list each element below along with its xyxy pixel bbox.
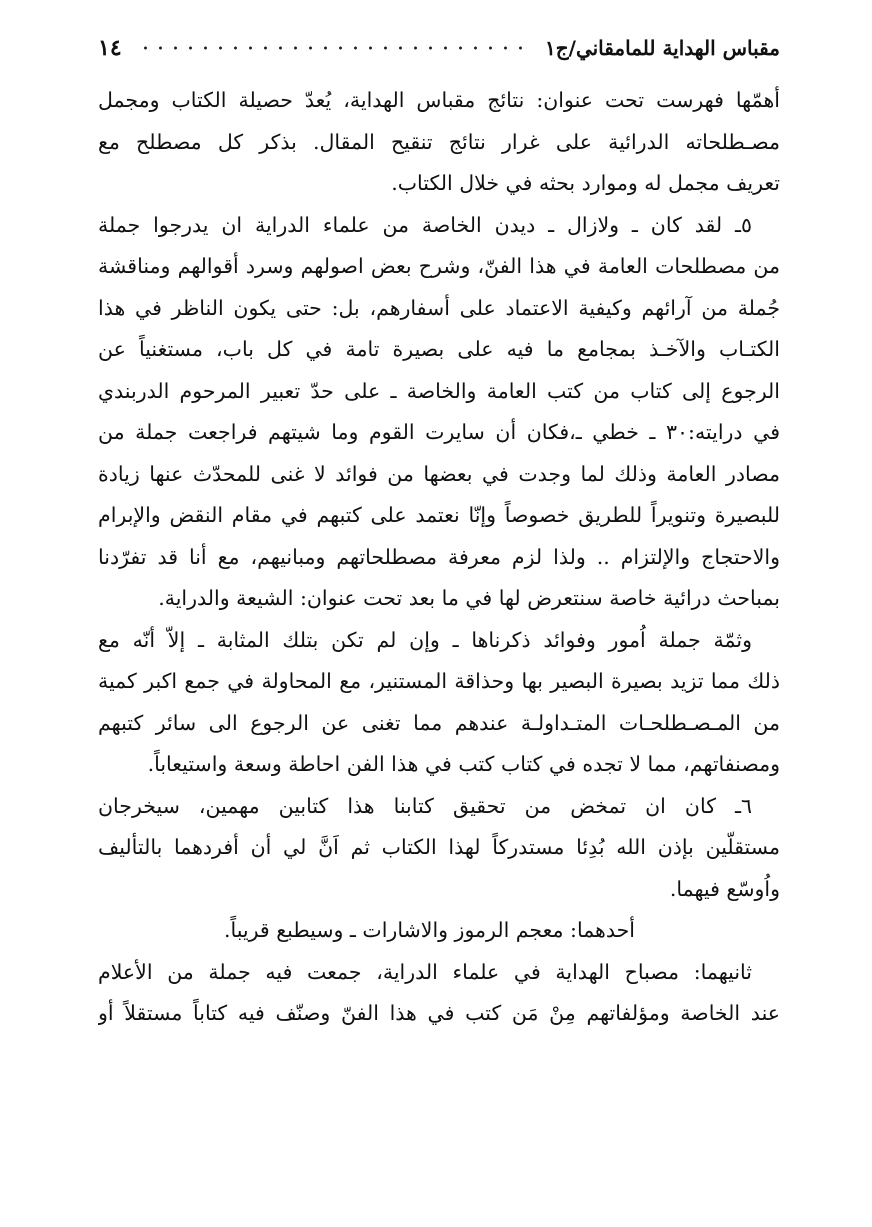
- text-line: وثمّة جملة اُمور وفوائد ذكرناها ـ وإن لم تكن بتلك المثابة ـ إلاّ أنّه مع: [98, 627, 752, 652]
- text-line: في درايته:٣٠ ـ خطي ـ،فكان أن سايرت القوم وما شيتهم فراجعت جملة من: [98, 420, 780, 444]
- text-line: مصـطلحاته الدرائية على غرار نتائج تنقيح المقال. بذكر كل مصطلح مع: [98, 129, 780, 154]
- text-line: للبصيرة وتنويراً للطريق خصوصاً وإنّا نعتمد على كتبهم في مقام النقض والإبرام: [98, 503, 780, 527]
- text-line: الكتـاب والآخـذ بمجامع ما فيه على بصيرة تامة في كل باب، مستغنياً عن: [98, 337, 780, 361]
- text-line: من مصطلحات العامة في هذا الفنّ، وشرح بعض اصولهم وسرد أقوالهم ومناقشة: [98, 254, 780, 278]
- text-line: أحدهما: معجم الرموز والاشارات ـ وسيطبع قريباً.: [223, 918, 635, 942]
- header-dot-leader: [138, 46, 531, 50]
- text-line: جُملة من آرائهم وكيفية الاعتماد على أسفارهم، بل: حتى يكون الناظر في هذا: [98, 295, 780, 320]
- body-text: [98, 80, 780, 1035]
- page-number: ١٤: [98, 35, 122, 61]
- text-line: من المـصـطلحـات المتـداولـة عندهم مما تغنى عن الرجوع الى سائر كتبهم: [98, 710, 780, 735]
- text-line: تعريف مجمل له وموارد بحثه في خلال الكتاب.: [391, 171, 780, 195]
- text-line: عند الخاصة ومؤلفاتهم مِنْ مَن كتب في هذا الفنّ وصنّف فيه كتاباً مستقلاً أو: [98, 1001, 780, 1025]
- text-line: ٦ـ كان ان تمخض من تحقيق كتابنا هذا كتابين مهمين، سيخرجان: [98, 793, 752, 818]
- text-line: ٥ـ لقد كان ـ ولازال ـ ديدن الخاصة من علماء الدراية ان يدرجوا جملة: [98, 212, 752, 237]
- text-line: مصادر العامة وذلك لما وجدت في بعضها من فوائد لا غنى للمحدّث عنها زيادة: [98, 461, 780, 486]
- text-line: أهمّها فهرست تحت عنوان: نتائج مقباس الهداية، يُعدّ حصيلة الكتاب ومجمل: [98, 88, 780, 112]
- text-line: ومصنفاتهم، مما لا تجده في كتاب كتب في هذا الفن احاطة وسعة واستيعاباً.: [147, 752, 780, 776]
- text-line: ذلك مما تزيد بصيرة البصير بها وحذاقة المستنير، مع المحاولة في جمع اكبر كمية: [98, 669, 780, 693]
- text-line: الرجوع إلى كتاب من كتب العامة والخاصة ـ على حدّ تعبير المرحوم الدربندي: [98, 378, 780, 403]
- text-line: بمباحث درائية خاصة سنتعرض لها في ما بعد تحت عنوان: الشيعة والدراية.: [158, 586, 780, 610]
- page-header: [98, 30, 780, 66]
- text-line: ثانيهما: مصباح الهداية في علماء الدراية، جمعت فيه جملة من الأعلام: [98, 959, 752, 984]
- text-line: واُوسّع فيهما.: [669, 876, 780, 901]
- text-line: مستقلّين بإذن الله بُدِئا مستدركاً لهذا الكتاب ثم اَنَّ لي أن أفردهما بالتأليف: [98, 835, 780, 859]
- running-title: مقباس الهداية للمامقاني/ج١: [544, 36, 780, 60]
- text-line: والاحتجاج والإلتزام .. ولذا لزم معرفة مصطلحاتهم ومبانيهم، مع أنا قد تفرّدنا: [98, 544, 780, 569]
